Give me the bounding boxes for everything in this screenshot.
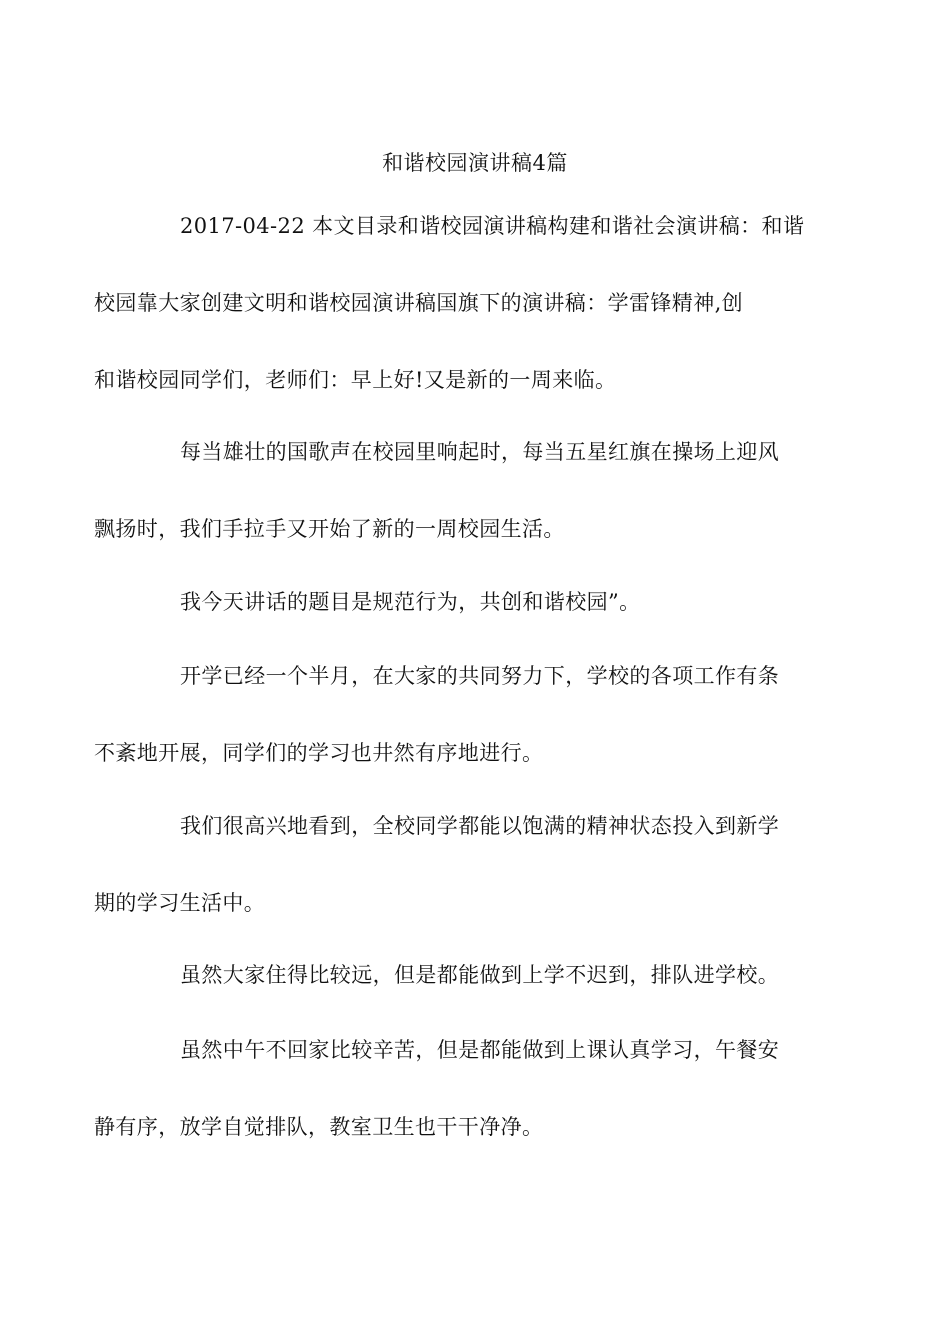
paragraph-5 — [94, 788, 813, 942]
paragraph-line: 期的学习生活中。 — [94, 891, 266, 915]
paragraph-line: 虽然大家住得比较远，但是都能做到上学不迟到，排队进学校。 — [180, 963, 780, 987]
paragraph-3 — [137, 564, 813, 641]
paragraph-line: 每当雄壮的国歌声在校园里响起时，每当五星红旗在操场上迎风 — [180, 440, 780, 464]
paragraph-line: 我今天讲话的题目是规范行为，共创和谐校园”。 — [180, 590, 641, 614]
paragraph-line: 静有序，放学自觉排队，教室卫生也干干净净。 — [94, 1115, 544, 1139]
paragraph-line: 虽然中午不回家比较辛苦，但是都能做到上课认真学习，午餐安 — [180, 1038, 780, 1062]
paragraph-line: 不紊地开展，同学们的学习也井然有序地进行。 — [94, 741, 544, 765]
paragraph-line: 和谐校园同学们，老师们：早上好!又是新的一周来临。 — [94, 368, 617, 392]
paragraph-line: 校园靠大家创建文明和谐校园演讲稿国旗下的演讲稿：学雷锋精神,创 — [94, 291, 744, 315]
document-title: 和谐校园演讲稿4篇 — [382, 151, 568, 175]
paragraph-7 — [94, 1012, 813, 1166]
paragraph-2 — [94, 414, 813, 568]
paragraph-line: 开学已经一个半月，在大家的共同努力下，学校的各项工作有条 — [180, 664, 780, 688]
paragraph-line: 我们很高兴地看到，全校同学都能以饱满的精神状态投入到新学 — [180, 814, 780, 838]
paragraph-line: 2017-04-22 本文目录和谐校园演讲稿构建和谐社会演讲稿：和谐 — [180, 214, 805, 238]
paragraph-6 — [137, 937, 813, 1014]
paragraph-1 — [94, 188, 813, 419]
paragraph-4 — [94, 638, 813, 792]
paragraph-line: 飘扬时，我们手拉手又开始了新的一周校园生活。 — [94, 517, 565, 541]
